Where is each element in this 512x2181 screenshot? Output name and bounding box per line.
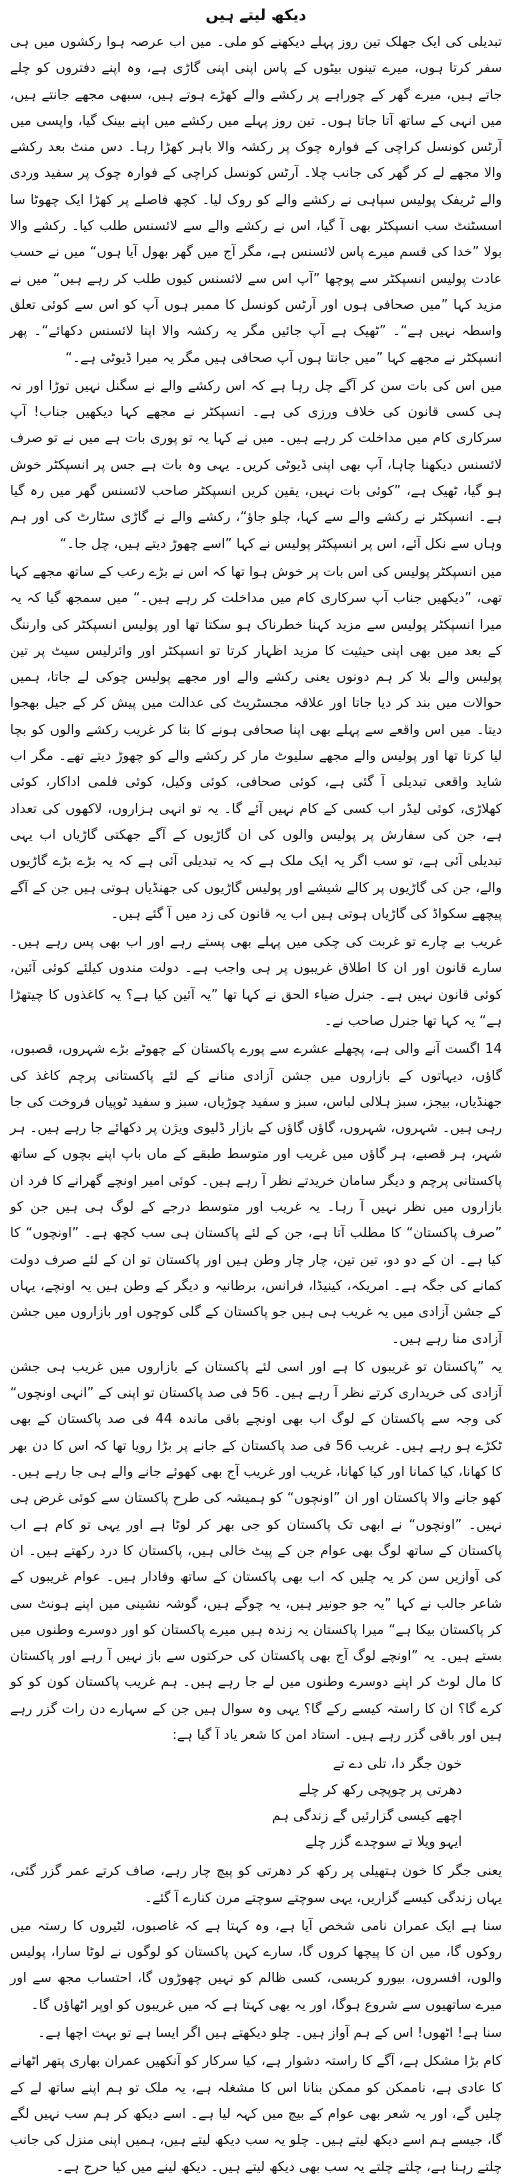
article-paragraph: میں انسپکٹر پولیس کی اس بات پر خوش ہوا تھا کہ اس نے بڑے رعب کے ساتھ مجھے کہا تھی، ”دیکھیں جناب آپ سرکاری کام میں مداخلت کر رہے ہیں۔“ میں سمجھ گیا کہ یہ میرا انسپکٹر پولیس سے مزید کہنا خطرناک ہو سکتا تھا اور پولیس انسپکٹر کی وارننگ کے بعد میں بھی اپنی حیثیت کا مزید اظہار کرتا تو انسپکٹر اور وائرلیس سیٹ پر تین پولیس والے بلا کر ہم دونوں یعنی رکشے والے اور مجھے پولیس چوکی لے جاتا، ہمیں حوالات میں بند کر دیا جاتا اور علاقہ مجسٹریٹ کی عدالت میں پیش کر کے جیل بھجوا دیتا۔ میں اس واقعے سے پہلے بھی اپنا صحافی ہونے کا بتا کر غریب رکشے والوں کو بچا لیا کرتا تھا اور پولیس والے مجھے سلیوٹ مار کر رکشے والے کو چھوڑ دیتے تھے۔ مگر اب شاید واقعی تبدیلی آ گئی ہے، کوئی صحافی، کوئی وکیل، کوئی فلمی اداکار، کوئی کھلاڑی، کوئی لیڈر اب کسی کے کام نہیں آئے گا۔ یہ تو انہی ہزاروں، لاکھوں کی تعداد ہے، جن کی سفارش پر پولیس والوں کی ان گاڑیوں کے آگے جھکتی گاڑیاں اب یہی تبدیلی آئی ہے، تو سب اگر یہ ایک ملک ہے کہ یہ تبدیلی آئی ہے کہ یہ بڑے بڑے گاڑیوں والے، جن کی گاڑیوں پر کالے شیشے اور پولیس گاڑیوں کی جھنڈیاں ہوتی ہیں جن کے آگے پیچھے سکواڈ کی گاڑیاں ہوتی ہیں اب یہ قانون کی زد میں آ گئے ہیں۔ (10, 564, 502, 922)
poem-line: اچھے کیسی گزارئیں گے زندگی ہم (271, 1808, 462, 1825)
article-paragraph: غریب بے چارے تو غربت کی چکی میں پہلے بھی پستے رہے اور اب بھی پس رہے ہیں۔ سارے قانون اور ان کا اطلاق غریبوں پر ہی واجب ہے۔ دولت مندوں کیلئے کوئی آئین، کوئی قانون نہیں ہے۔ جنرل ضیاء الحق نے کہا تھا ”یہ آئین کیا ہے؟ یہ کاغذوں کا چیتھڑا ہے“ یہ کہا تھا جنرل صاحب نے۔ (10, 935, 502, 1029)
article-paragraph: سنا ہے ایک عمران نامی شخص آیا ہے، وہ کہتا ہے کہ غاصبوں، لٹیروں کا رستہ میں روکوں گا، میں ان کا پیچھا کروں گا، سارے کہن پاکستان کو لوگوں نے لوٹا سارا، پولیس والوں، افسروں، بیورو کریسی، کسی ظالم کو نہیں چھوڑوں گا، احتساب مجھ سے اور میرے ساتھیوں سے شروع ہوگا، اور یہ بھی کہتا ہے کہ میں غریبوں کو اوپر اٹھاؤں گا۔ (10, 1918, 502, 2013)
poem-line: خون جگر دا، تلی دے تے (332, 1756, 462, 1773)
poem-line: ایہو ویلا تے سوچدے گزر چلے (305, 1834, 462, 1851)
article-paragraph: سنا ہے! اٹھوں! اس کے ہم آواز ہیں۔ چلو دیکھتے ہیں اگر ایسا ہے تو بہت اچھا ہے۔ (37, 2026, 502, 2042)
article-paragraph: یعنی جگر کا خون ہتھیلی پر رکھ کر دھرتی کو پیچ چار رہے، صاف کرتے عمر گزر گئی، یہاں زندگی کیسے گزاریں، یہی سوچتے سوچتے مرن کنارے آ گئے۔ (10, 1864, 502, 1906)
article-paragraph: یہ ”پاکستان تو غریبوں کا ہے اور اسی لئے پاکستان کے بازاروں میں غریب ہی جشن آزادی کی خریداری کرتے نظر آ رہے ہیں۔ 56 فی صد پاکستان تو اپنی کے ”انہی اونچوں“ کی وجہ سے پاکستان کے لوگ اب بھی اونچے باقی ماندہ 44 فی صد پاکستان کے بھی ٹکڑے ہو رہے ہیں۔ غریب 56 فی صد پاکستان کے جانے پر بڑا رویا تھا کہ اس کا دن بھر کا کھانا، کیا کمانا اور کیا کھانا، غریب اور غریب آج بھی کھوئے جانے والے ہی جا رہے ہیں۔ کھو جانے والا پاکستان اور ان ”اونچوں“ کو ہمیشہ کی طرح پاکستان سے کوئی غرض ہی نہیں۔ ”اونچوں“ نے ابھی تک پاکستان کو جی بھر کر لوٹا ہے اور یہی تو کام ہے اب پاکستان کے ساتھ لوگ بھی عوام جن کے پیٹ خالی ہیں، پاکستان کا درد رکھتے ہیں۔ ان کی آوازیں سن کر یہ چلیں کہ اب بھی پاکستان کے ساتھ وفادار ہیں۔ عوام غریبوں کے شاعر جالب نے کہا ”یہ جو جونیر ہیں، یہ چوگے ہیں، گوشہ نشینی میں اپنے ہونٹ سی کر پاکستان بیکا ہے“ میرا پاکستان یہ زندہ ہیں میرے پاکستان کو اور دوسرے وطنوں میں بستے ہیں۔ یہ ”اونچے لوگ آج بھی پاکستان کی حرکتوں سے باز نہیں آ رہے اور پاکستان کا مال لوٹ کر اپنے دوسرے وطنوں میں لے جا رہے ہیں۔ ہم غریب پاکستان کون کو کو کرے گا؟ ان کا راستہ کیسے رکے گا؟ یہی وہ سوال ہیں جن کے سہارے دن رات گزر رہے ہیں اور باقی گزر رہے ہیں۔ استاد امن کا شعر یاد آ گیا ہے: (10, 1359, 503, 1743)
poem-line: دھرتی پر چوپچی رکھ کر چلے (298, 1782, 462, 1799)
article-paragraph: میں اس کی بات سن کر آگے چل رہا ہے کہ اس رکشے والے نے سگنل نہیں توڑا اور نہ ہی کسی قانون کی خلاف ورزی کی ہے۔ انسپکٹر نے مجھے کہا دیکھیں جناب! آپ سرکاری کام میں مداخلت کر رہے ہیں۔ میں نے کہا یہ تو پوری بات ہے میں نے تو صرف لائسنس دیکھنا چاہا، آپ بھی اپنی ڈیوٹی کریں۔ یہی وہ بات ہے جس پر انسپکٹر خوش ہو گیا، ٹھیک ہے، ”کوئی بات نہیں، یقین کریں انسپکٹر صاحب لائسنس گھر میں رہ گیا ہے۔ انسپکٹر نے رکشے والے سے کہا، چلو جاؤ“، رکشے والے نے گاڑی سٹارٹ کی اور ہم وہاں سے نکل آئے، اس پر انسپکٹر پولیس نے کہا ”اسے چھوڑ دیتے ہیں، چل جا۔“ (10, 378, 502, 552)
article-title: دیکھ لیتے ہیں (205, 6, 307, 24)
article-paragraph: 14 اگست آنے والی ہے، پچھلے عشرے سے پورے پاکستان کے چھوٹے بڑے شہروں، قصبوں، گاؤں، دیہاتوں کے بازاروں میں جشن آزادی منانے کے لئے پاکستانی پرچم کاغذ کی جھنڈیاں، بیجز، سبز ہلالی لباس، سبز و سفید چوڑیاں، سبز و سفید ٹوپیاں فروخت کی جا رہی ہیں۔ شہروں، شہروں، گاؤں گاؤں کے بازار ڈلیوی ویژن پر دکھائے جا رہے ہیں۔ ہر شہر، ہر قصبے، ہر گاؤں میں غریب اور متوسط طبقے کے ماں باپ اپنے بچوں کے ساتھ پاکستانی پرچم و دیگر سامان خریدتے نظر آ رہے ہیں۔ کوئی امیر اونچے گھرانے کا فرد ان بازاروں میں نظر نہیں آ رہا۔ یہ غریب اور متوسط درجے کے لوگ ہی ہیں جن کو ”صرف پاکستان“ کا مطلب آتا ہے، جن کے لئے پاکستان ہی سب کچھ ہے۔ ”اونچوں“ کا کیا ہے۔ ان کے دو دو، تین تین، چار چار وطن ہیں اور پاکستان تو ان کے لئے صرف دولت کمانے کی جگہ ہے۔ امریکہ، کینیڈا، فرانس، برطانیہ و دیگر کے وطن ہیں یہ اونچے، یہاں کے جشن آزادی میں یہ غریب ہی ہیں جو پاکستان کے گلی کوچوں اور بازاروں میں جشن آزادی منا رہے ہیں۔ (10, 1042, 502, 1347)
poem-block (10, 1751, 502, 1855)
article-paragraph: تبدیلی کی ایک جھلک تین روز پہلے دیکھنے کو ملی۔ میں اب عرصہ ہوا رکشوں میں ہی سفر کرتا ہوں، میرے تینوں بیٹوں کے پاس اپنی اپنی گاڑی ہے، وہ اپنے دفتروں کو چلے جاتے ہیں، میرے گھر کے چوراہے پر رکشے والے کھڑے ہوتے ہیں، سبھی مجھے جانتے ہیں، میں انہی کے ساتھ آتا جاتا ہوں۔ تین روز پہلے میں رکشے میں اپنے بینک گیا، واپسی میں آرٹس کونسل کراچی کے فوارہ چوک پر رکشہ والا باہر کھڑا رہا۔ دس منٹ بعد رکشے والا مجھے لے کر گھر کی جانب چلا۔ آرٹس کونسل کراچی کے فوارہ چوک پر سفید وردی والے ٹریفک پولیس سپاہی نے رکشے والے کو روک لیا۔ کچھ فاصلے پر کھڑا ایک چھوٹا سا اسسٹنٹ سب انسپکٹر بھی آ گیا، اس نے رکشے والے سے لائسنس طلب کیا۔ رکشے والا بولا ”خدا کی قسم میرے پاس لائسنس ہے، مگر آج میں گھر بھول آیا ہوں“ میں نے حسب عادت پولیس انسپکٹر سے پوچھا ”آپ اس سے لائسنس کیوں طلب کر رہے ہیں“ میں نے مزید کہا ”میں صحافی ہوں اور آرٹس کونسل کا ممبر ہوں آپ کو اس سے کوئی تعلق واسطہ نہیں ہے“۔ ”ٹھیک ہے آپ جائیں مگر یہ رکشہ والا اپنا لائسنس دکھائے“۔ پھر انسپکٹر نے مجھے کہا ”میں جانتا ہوں آپ صحافی ہیں مگر یہ میرا ڈیوٹی ہے۔“ (10, 35, 502, 366)
article-paragraph: کام بڑا مشکل ہے، آگے کا راستہ دشوار ہے، کیا سرکار کو آنکھیں عمران بھاری پتھر اٹھانے کا عادی ہے، ناممکن کو ممکن بنانا اس کا مشغلہ ہے، یہ ملک تو ہم اپنے ساتھ لے کے چلیں گے، اور یہ شعر بھی عوام کے بیچ میں کہہ لیا ہے۔ اسے دیکھ کر ہم سب نہیں لگے گا، جیسے ہم اسے دیکھ لیتے ہیں۔ چلو یہ سب دیکھ لیتے ہیں، ہمیں اپنی منزل کی جانب چلتے رہنا ہے، چلتے چلتے یہ سب بھی دیکھ لیتے ہیں۔ دیکھ لینے میں کیا حرج ہے۔ (10, 2054, 502, 2175)
